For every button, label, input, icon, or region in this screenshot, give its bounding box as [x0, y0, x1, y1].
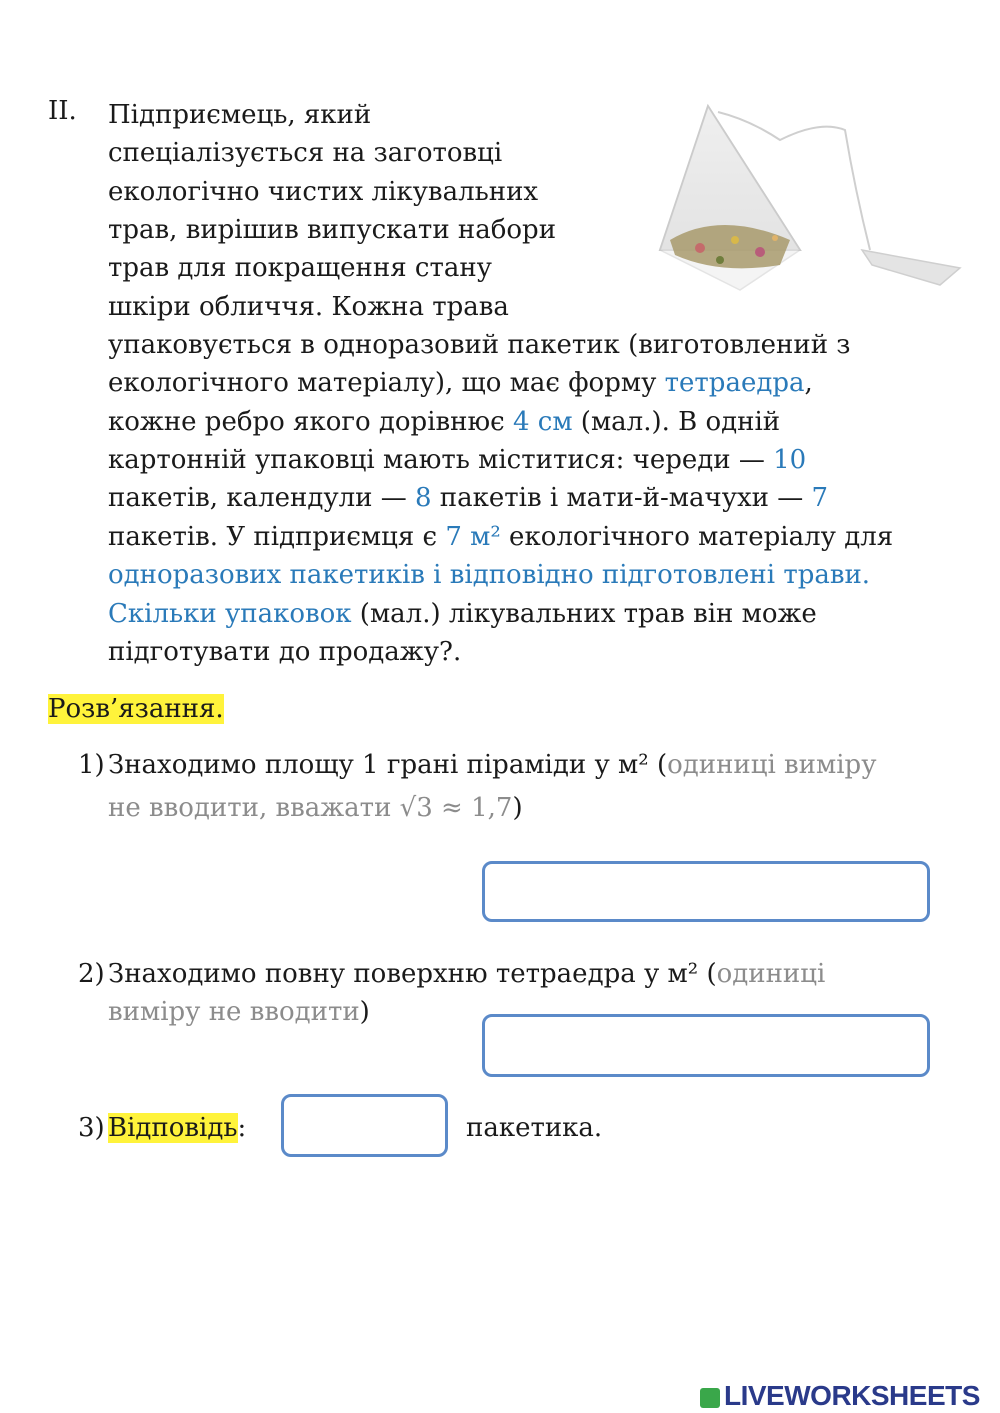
text-segment: одноразових пакетиків і відповідно підготовлені трави.	[108, 560, 871, 590]
step-1-text-cont	[108, 789, 523, 827]
step-2-text-cont	[108, 993, 370, 1031]
text-segment: одиниці виміру	[667, 750, 877, 780]
text-segment: 8	[415, 483, 432, 513]
text-segment: ,	[804, 368, 813, 398]
text-segment: Знаходимо повну поверхню тетраедра у м² (	[108, 959, 717, 989]
text-segment: 10	[773, 445, 807, 475]
text-segment: )	[359, 997, 370, 1027]
problem-line	[108, 134, 502, 172]
text-segment: кожне ребро якого дорівнює	[108, 407, 513, 437]
text-segment: Знаходимо площу 1 грані піраміди у м² (	[108, 750, 668, 780]
text-segment: Скільки упаковок	[108, 599, 352, 629]
text-segment: 7	[811, 483, 829, 513]
text-segment: шкіри обличчя. Кожна трава	[108, 292, 509, 322]
problem-number: II.	[48, 96, 77, 126]
problem-line	[108, 326, 850, 364]
text-segment: не вводити, вважати √3 ≈ 1,7	[108, 793, 513, 823]
text-segment: екологічно чистих лікувальних	[108, 177, 539, 207]
text-segment: пакетів. У підприємця є	[108, 522, 446, 552]
step-1-text	[108, 746, 877, 784]
text-segment: виміру не вводити	[108, 997, 360, 1027]
answer-label: Відповідь:	[108, 1113, 247, 1143]
text-segment: (мал.). В одній	[572, 407, 781, 437]
problem-line	[108, 556, 870, 594]
text-segment: 7 м²	[445, 522, 501, 552]
text-segment: Підприємець, який	[108, 100, 372, 130]
problem-line	[108, 211, 556, 249]
problem-line	[108, 479, 828, 517]
step-3-number: 3)	[78, 1113, 105, 1143]
text-segment: трав, вирішив випускати набори	[108, 215, 557, 245]
problem-line	[108, 403, 780, 441]
text-segment: 4 см	[512, 407, 573, 437]
problem-line	[108, 173, 538, 211]
answer-input-1[interactable]	[482, 861, 930, 922]
text-segment: екологічного матеріалу), що має форму	[108, 368, 665, 398]
text-segment: екологічного матеріалу для	[500, 522, 894, 552]
liveworksheets-logo: LIVEWORKSHEETS	[700, 1380, 980, 1412]
answer-input-3[interactable]	[281, 1094, 448, 1157]
text-segment: трав для покращення стану	[108, 253, 492, 283]
problem-line	[108, 441, 806, 479]
problem-line	[108, 633, 461, 671]
step-1-number: 1)	[78, 750, 105, 780]
text-segment: )	[512, 793, 523, 823]
text-segment: пакетів і мати-й-мачухи —	[431, 483, 812, 513]
text-segment: упаковується в одноразовий пакетик (виготовлений з	[108, 330, 851, 360]
text-segment: спеціалізується на заготовці	[108, 138, 503, 168]
problem-line	[108, 96, 371, 134]
problem-line	[108, 518, 893, 556]
text-segment: картонній упаковці мають міститися: череди —	[108, 445, 774, 475]
problem-line	[108, 364, 813, 402]
step-2-number: 2)	[78, 959, 105, 989]
problem-line	[108, 288, 509, 326]
problem-line	[108, 595, 817, 633]
problem-line	[108, 249, 492, 287]
liveworksheets-logo-icon	[700, 1388, 720, 1408]
step-2-text	[108, 955, 825, 993]
text-segment: одиниці	[716, 959, 826, 989]
text-segment: (мал.) лікувальних трав він може	[351, 599, 817, 629]
answer-input-2[interactable]	[482, 1014, 930, 1077]
text-segment: пакетів, календули —	[108, 483, 415, 513]
text-segment: тетраедра	[664, 368, 805, 398]
tea-bag-image	[640, 100, 970, 300]
solution-heading: Розв’язання.	[48, 694, 224, 724]
text-segment: підготувати до продажу?.	[108, 637, 462, 667]
answer-suffix: пакетика.	[466, 1113, 603, 1143]
